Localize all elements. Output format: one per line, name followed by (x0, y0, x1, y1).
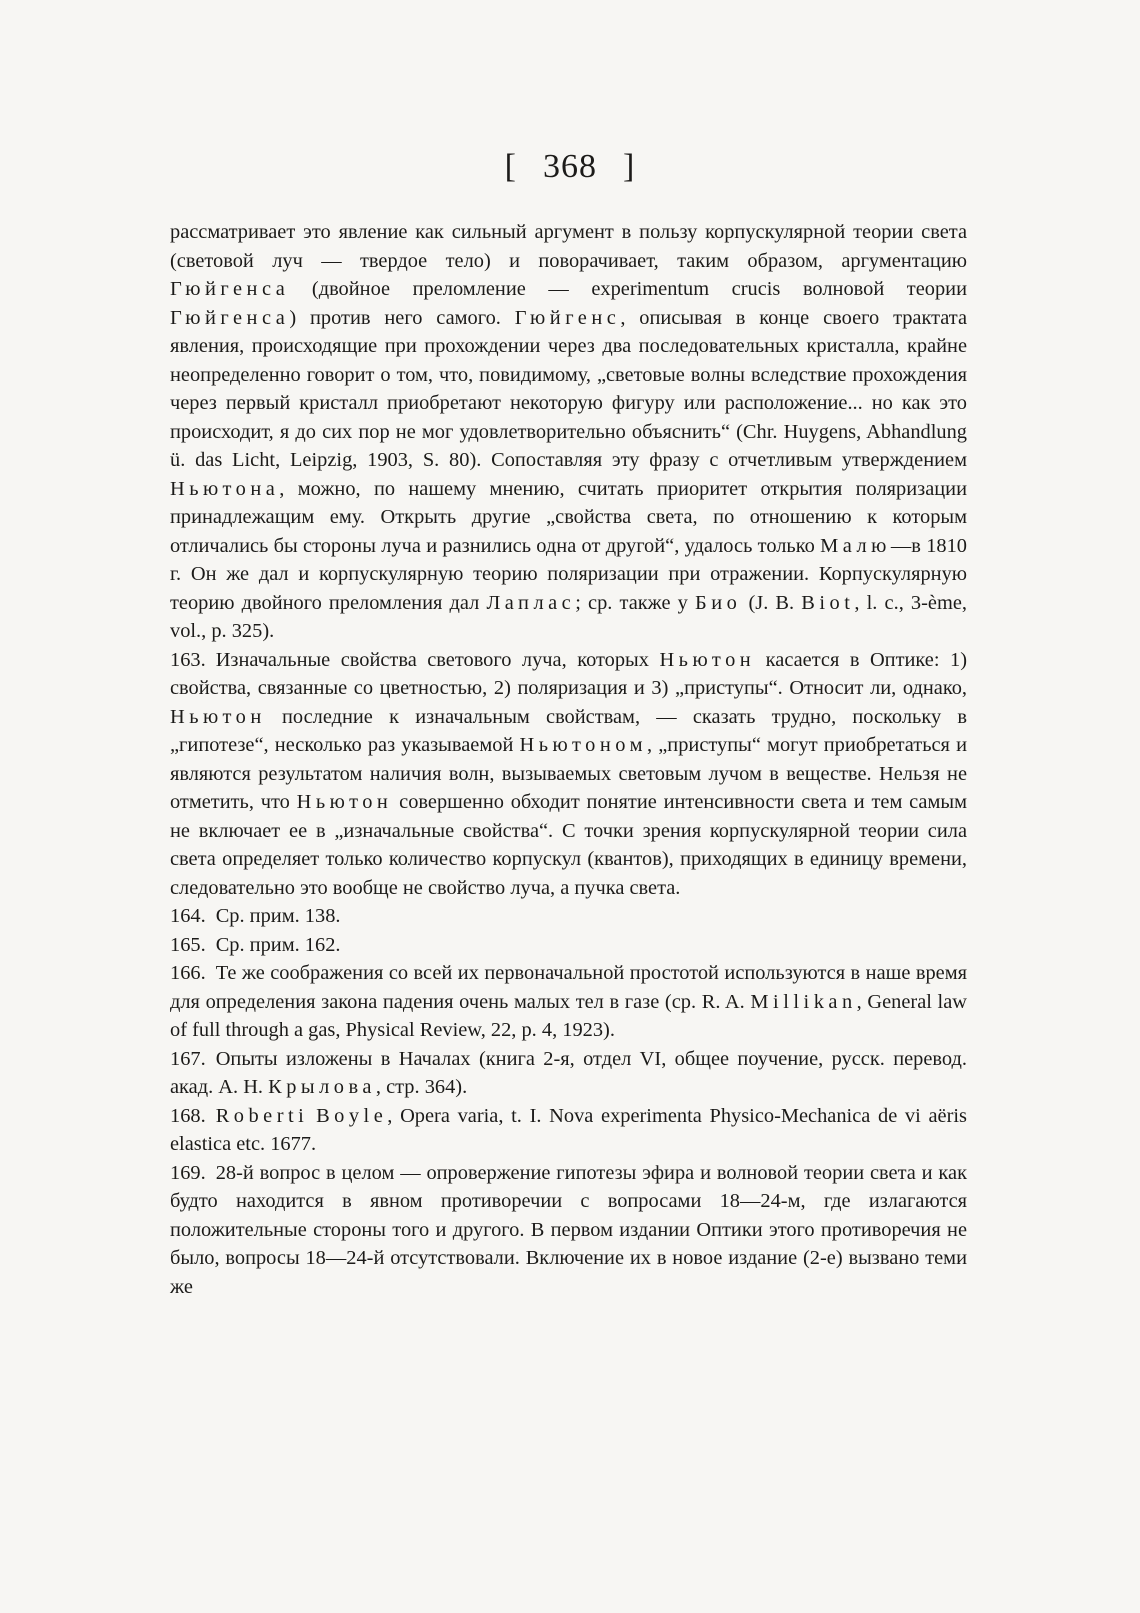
spaced-name: Millikan (750, 990, 857, 1013)
note-text: последние к изначальным свойствам, — сказать трудно, поскольку в „гипотезе“, несколько раз указываемой (170, 705, 967, 756)
note-number: 167. (170, 1047, 206, 1070)
note-text: (двойное преломление — experimentum crucis волновой теории (289, 278, 967, 300)
spaced-name: Roberti (215, 1104, 309, 1127)
spaced-name: Гюйгенса (170, 306, 290, 329)
note-number: 163. (170, 648, 206, 671)
note-text: 28-й вопрос в целом — опровержение гипотезы эфира и волновой теории света и как будто находится в явном противоречии с вопросами 18—24-м, где излагаются положительные стороны того и другого. В первом издании Оптики этого противоречия не было, вопросы 18—24-й отсутствовали. Включение их в новое издание (2-е) вызвано теми же (170, 1161, 967, 1298)
note-163 (170, 646, 967, 903)
spaced-name: Ньютоном (519, 734, 647, 756)
page-number (0, 148, 1140, 186)
spaced-name: Biot (801, 591, 855, 614)
notes-body (170, 218, 967, 1301)
note-text: Те же соображения со всей их первоначальной простотой используются в наше время для определения закона падения очень малых тел в газе (ср. R. A. (170, 962, 967, 1013)
spaced-name: Boyle (316, 1104, 388, 1127)
note-text: (J. B. (741, 591, 802, 614)
note-text: касается в Оптике: 1) свойства, связанные со цветностью, 2) поляризация и 3) „приступы“. Относит ли, однако, (170, 648, 968, 699)
page-number-close-bracket: ] (623, 148, 636, 185)
note-text: —в 1810 г. Он же дал и корпускулярную теорию поляризации при отражении. Корпускулярную теорию двойного преломления дал (170, 534, 967, 614)
note-164 (170, 902, 967, 931)
note-continuation (170, 218, 967, 646)
spaced-name: Био (695, 591, 742, 614)
spaced-name: Ньютон (170, 705, 266, 728)
note-text: , General law of full through a gas, Physical Review, 22, p. 4, 1923). (170, 990, 967, 1041)
note-number: 168. (170, 1104, 206, 1127)
note-text: Ср. прим. 162. (215, 933, 341, 956)
note-text: , стр. 364). (375, 1076, 468, 1098)
spaced-name: Лаплас (486, 591, 576, 614)
note-text (308, 1105, 316, 1127)
note-text: ) против него самого. (289, 306, 515, 329)
note-166 (170, 959, 967, 1045)
note-168 (170, 1102, 967, 1159)
spaced-name: Гюйгенс (514, 306, 621, 329)
note-text: , „приступы“ могут приобретаться и являются результатом наличия волн, вызываемых световым лучом в веществе. Нельзя не отметить, что (170, 734, 968, 813)
note-text: Изначальные свойства светового луча, которых (215, 648, 660, 671)
note-number: 165. (170, 933, 206, 956)
note-text: , Opera varia, t. I. Nova experimenta Physico-Mechanica de vi aëris elastica etc. 1677. (170, 1104, 967, 1155)
note-text: , l. c., 3-ème, vol., p. 325). (170, 591, 967, 642)
note-number: 166. (170, 962, 206, 984)
page-number-value: 368 (543, 148, 597, 185)
note-text: рассматривает это явление как сильный аргумент в пользу корпускулярной теории света (световой луч — твердое тело) и поворачивает, таким образом, аргументацию (170, 221, 967, 272)
spaced-name: Гюйгенса (170, 278, 290, 300)
spaced-name: Крылова (268, 1076, 376, 1098)
spaced-name: Ньютона (170, 477, 280, 500)
spaced-name: Ньютон (659, 648, 756, 671)
note-text: , можно, по нашему мнению, считать приоритет открытия поляризации принадлежащим ему. Открыть другие „свойства света, по отношению к которым отличались бы стороны луча и разнились одна от другой“, удалось только (170, 477, 967, 557)
spaced-name: Ньютон (296, 791, 393, 813)
note-text: совершенно обходит понятие интенсивности света и тем самым не включает ее в „изначальные свойства“. С точки зрения корпускулярной теории сила света определяет только количество корпускул (квантов), приходящих в единицу времени, следовательно это вообще не свойство луча, а пучка света. (170, 791, 967, 899)
note-number: 164. (170, 905, 206, 927)
note-169 (170, 1159, 967, 1302)
note-text: ; ср. также у (575, 591, 695, 614)
note-167 (170, 1045, 967, 1102)
page-number-open-bracket: [ (504, 148, 517, 185)
note-text: Опыты изложены в Началах (книга 2-я, отдел VI, общее поучение, русск. перевод. акад. А. Н. (170, 1047, 967, 1098)
spaced-name: Малю (820, 534, 891, 557)
note-text: Ср. прим. 138. (215, 905, 341, 927)
note-text: , описывая в конце своего трактата явления, происходящие при прохождении через два последовательных кристалла, крайне неопределенно говорит о том, что, повидимому, „световые волны вследствие прохождения через первый кристалл приобретают некоторую фигуру или расположение... но как это происходит, я до сих пор не мог удовлетворительно объяснить“ (Chr. Huygens, Abhandlung ü. das Licht, Leipzig, 1903, S. 80). Сопоставляя эту фразу с отчетливым утверждением (170, 306, 968, 471)
note-165 (170, 931, 967, 960)
note-number: 169. (170, 1161, 206, 1184)
